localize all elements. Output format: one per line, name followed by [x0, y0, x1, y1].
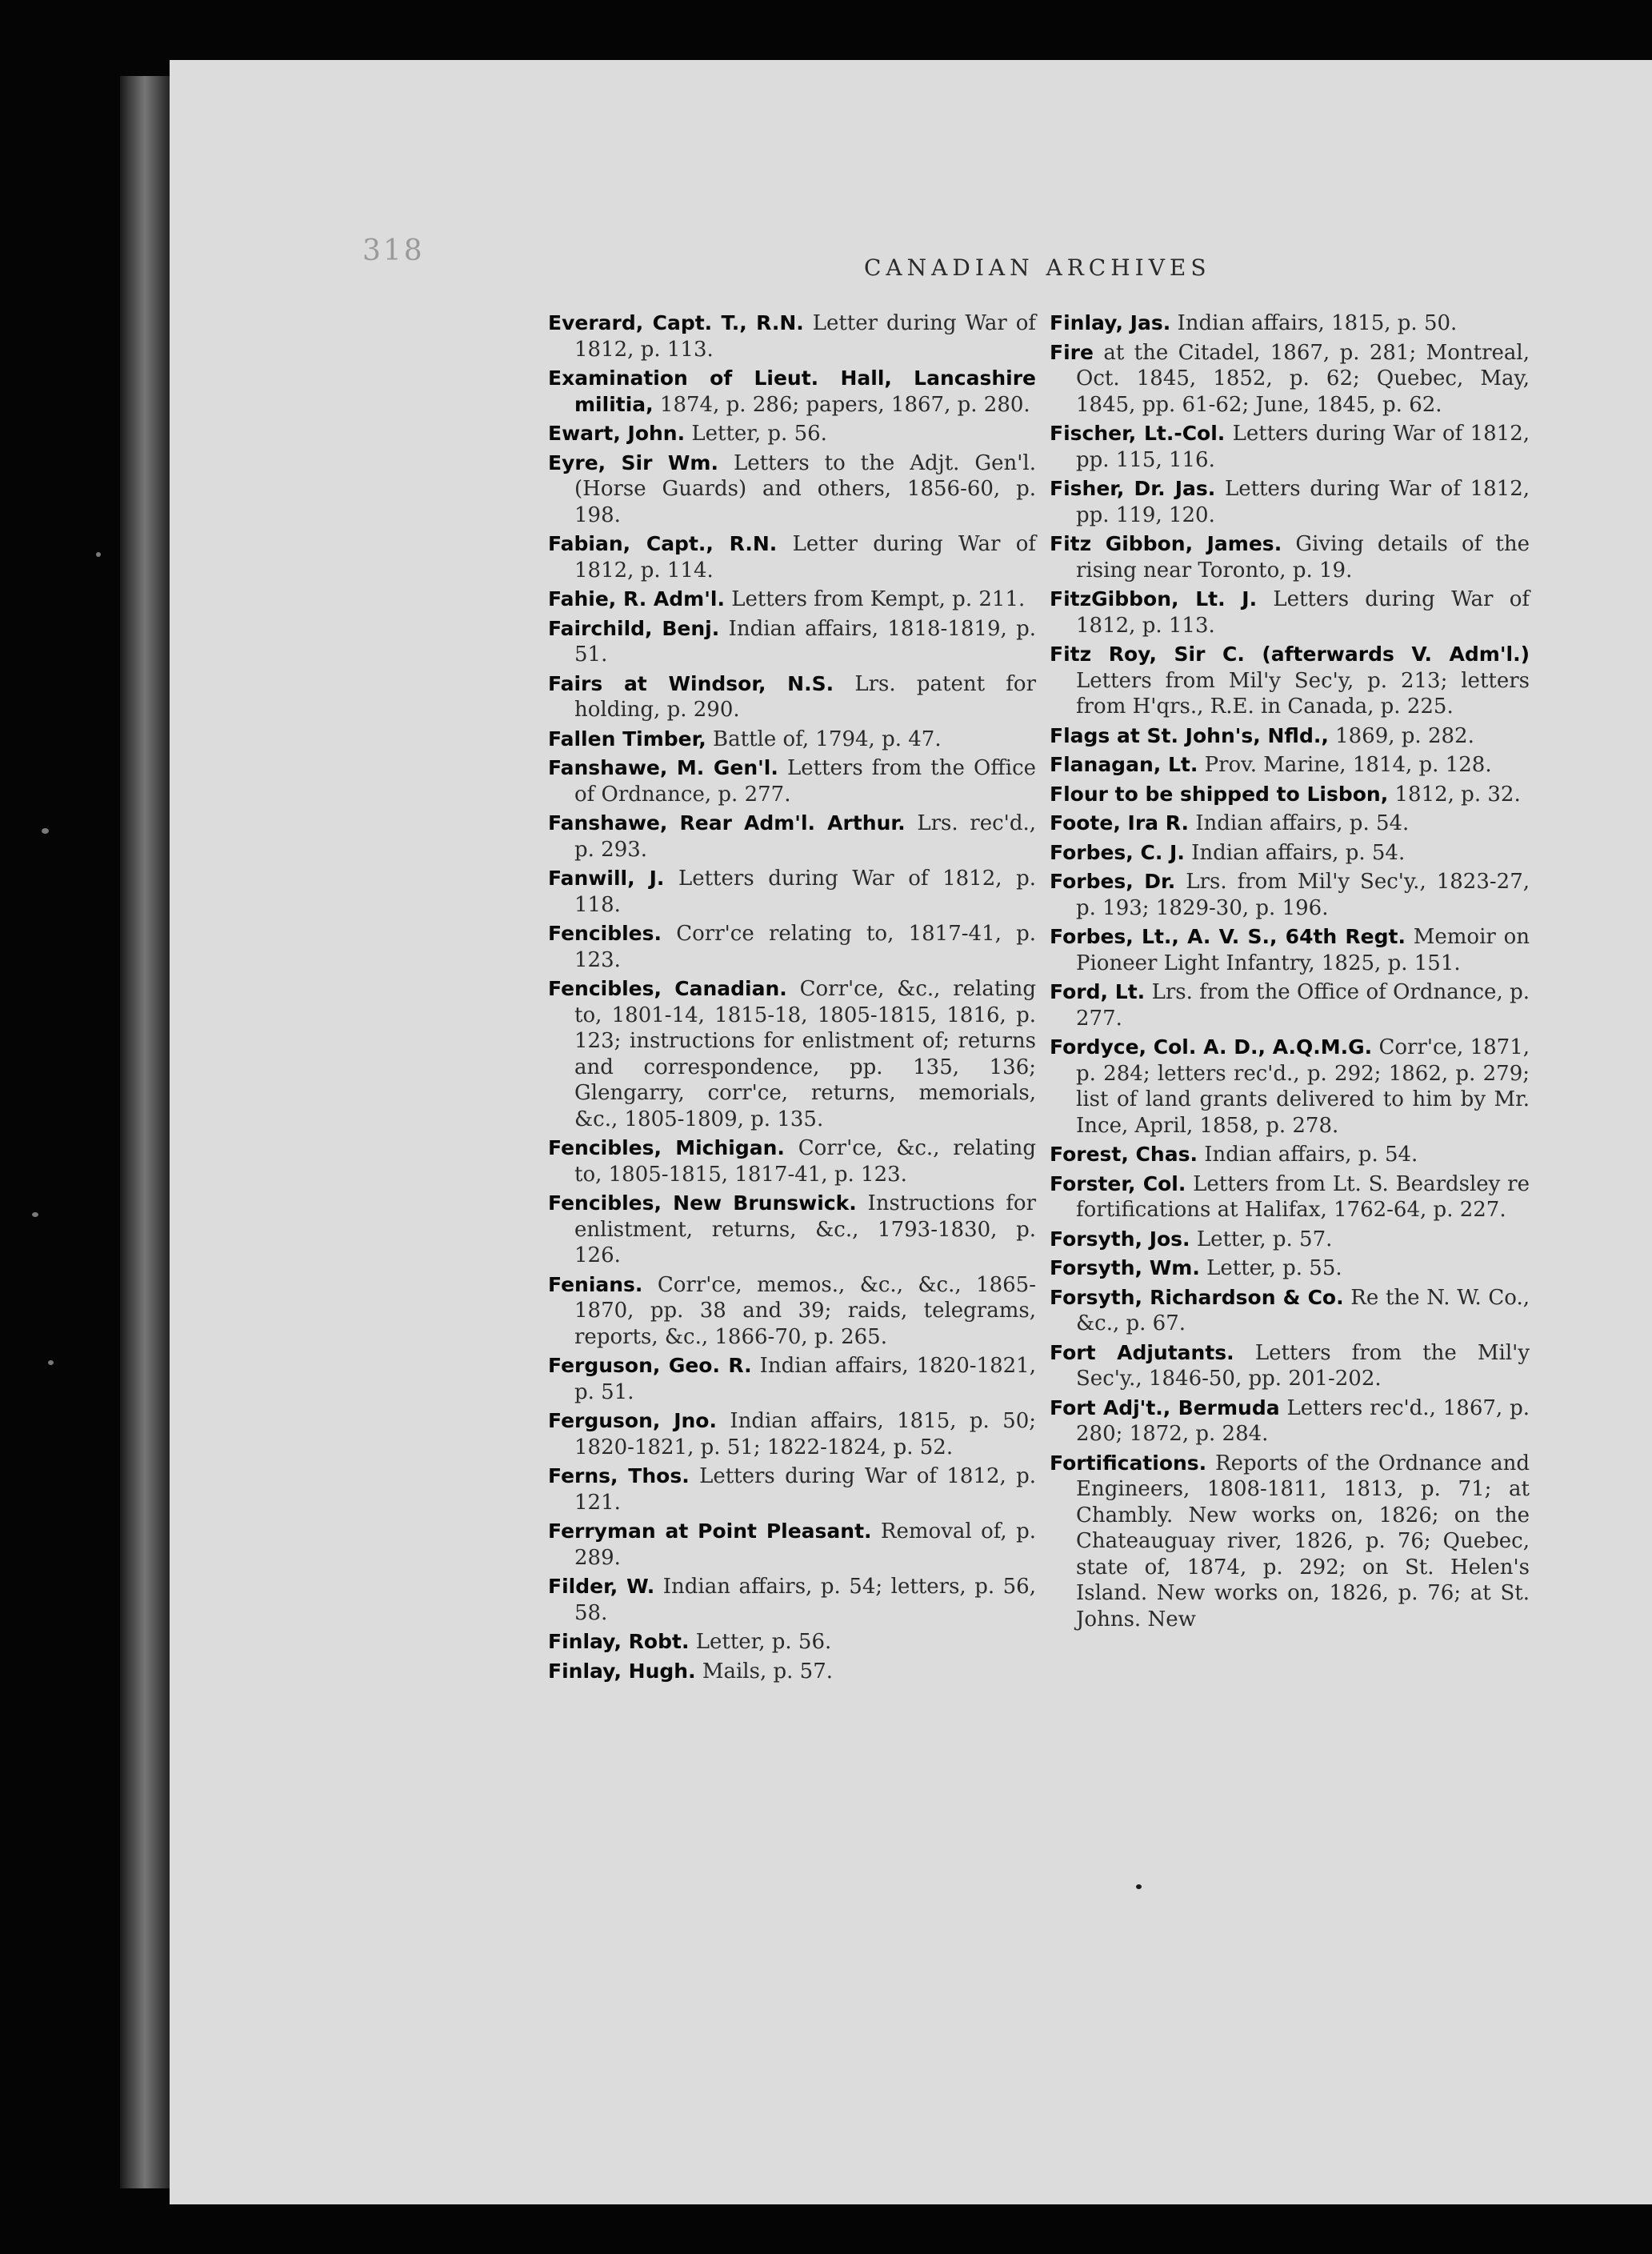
index-entry — [548, 811, 1036, 863]
entry-text: Letter, p. 56. — [695, 1630, 832, 1654]
entry-heading: Finlay, Jas. — [1050, 311, 1171, 334]
index-entry — [548, 450, 1036, 529]
entry-text: Reports of the Ordnance and Engineers, 1808-1811, 1813, p. 71; at Chambly. New works on, 1826; on the Chateauguay river, 1826, p. 76; Quebec, state of, 1874, p. 292; on St. Helen's Island. New works on, 1826, p. 76; at St. Johns. New — [1076, 1451, 1530, 1631]
entry-heading: Fairs at Windsor, N.S. — [548, 671, 834, 695]
index-entry — [548, 1659, 1036, 1685]
running-head: CANADIAN ARCHIVES — [864, 254, 1211, 281]
index-entry — [548, 1135, 1036, 1187]
entry-heading: Fencibles, Michigan. — [548, 1136, 785, 1159]
entry-text: at the Citadel, 1867, p. 281; Montreal, Oct. 1845, 1852, p. 62; Quebec, May, 1845, pp. 61-62; June, 1845, p. 62. — [1076, 340, 1530, 417]
index-entry — [1050, 1171, 1530, 1223]
entry-heading: Fanshawe, M. Gen'l. — [548, 756, 778, 779]
entry-text: Lrs. from Mil'y Sec'y., 1823-27, p. 193; 1829-30, p. 196. — [1076, 870, 1530, 920]
entry-heading: Fencibles, New Brunswick. — [548, 1191, 857, 1215]
entry-text: Corr'ce, &c., relating to, 1801-14, 1815-18, 1805-1815, 1816, p. 123; instructions for enlistment of; returns and correspondence, pp. 135, 136; Glengarry, corr'ce, returns, memorials, &c., 1805-1809, p. 135. — [574, 977, 1036, 1131]
entry-heading: Fallen Timber, — [548, 727, 706, 751]
entry-text: Indian affairs, 1815, p. 50. — [1177, 311, 1458, 335]
index-column-right — [1050, 310, 1530, 1635]
entry-heading: Eyre, Sir Wm. — [548, 450, 718, 474]
index-entry — [548, 755, 1036, 807]
entry-heading: Forsyth, Wm. — [1050, 1256, 1200, 1279]
index-entry — [548, 421, 1036, 447]
index-entry — [1050, 310, 1530, 337]
entry-text: Letters during War of 1812, pp. 115, 116. — [1076, 422, 1530, 472]
index-entry — [548, 1519, 1036, 1571]
index-entry — [1050, 840, 1530, 867]
entry-heading: Examination of Lieut. Hall, Lancashire militia, — [548, 366, 1036, 416]
index-entry — [1050, 476, 1530, 528]
index-entry — [548, 727, 1036, 753]
index-entry — [1050, 869, 1530, 921]
entry-heading: Fischer, Lt.-Col. — [1050, 422, 1226, 445]
entry-text: Re the N. W. Co., &c., p. 67. — [1076, 1285, 1530, 1335]
entry-text: Corr'ce relating to, 1817-41, p. 123. — [574, 922, 1037, 972]
entry-text: Letters from Lt. S. Beardsley re fortifications at Halifax, 1762-64, p. 227. — [1076, 1171, 1530, 1222]
entry-text: Letters during War of 1812, p. 113. — [1076, 587, 1530, 638]
index-entry — [1050, 811, 1530, 837]
index-entry — [548, 531, 1036, 583]
index-entry — [1050, 1255, 1530, 1282]
entry-text: Lrs. patent for holding, p. 290. — [574, 671, 1037, 722]
entry-text: Letters during War of 1812, p. 121. — [574, 1464, 1037, 1515]
entry-heading: Fortifications. — [1050, 1451, 1207, 1475]
entry-text: Letters rec'd., 1867, p. 280; 1872, p. 284. — [1076, 1395, 1530, 1446]
entry-heading: Fencibles, Canadian. — [548, 977, 787, 1000]
entry-text: Letter, p. 55. — [1206, 1256, 1342, 1280]
index-entry — [1050, 782, 1530, 808]
entry-text: Prov. Marine, 1814, p. 128. — [1204, 753, 1492, 777]
entry-heading: Fort Adj't., Bermuda — [1050, 1395, 1280, 1419]
index-entry — [1050, 1451, 1530, 1633]
index-entry — [548, 1408, 1036, 1460]
index-entry — [1050, 723, 1530, 750]
index-entry — [1050, 421, 1530, 473]
entry-text: Letters from the Office of Ordnance, p. 277. — [574, 756, 1037, 807]
index-entry — [1050, 752, 1530, 779]
index-entry — [548, 310, 1036, 362]
index-entry — [548, 1191, 1036, 1269]
entry-heading: FitzGibbon, Lt. J. — [1050, 587, 1258, 611]
entry-heading: Fahie, R. Adm'l. — [548, 587, 725, 611]
entry-heading: Ferryman at Point Pleasant. — [548, 1519, 872, 1543]
entry-text: Letters to the Adjt. Gen'l. (Horse Guards) and others, 1856-60, p. 198. — [574, 450, 1037, 527]
entry-text: Letters during War of 1812, pp. 119, 120. — [1076, 477, 1530, 527]
entry-heading: Flags at St. John's, Nfld., — [1050, 723, 1329, 747]
entry-text: Lrs. rec'd., p. 293. — [574, 811, 1037, 862]
entry-text: Indian affairs, p. 54; letters, p. 56, 58. — [574, 1575, 1036, 1625]
index-entry — [1050, 642, 1530, 720]
entry-heading: Flour to be shipped to Lisbon, — [1050, 782, 1389, 806]
entry-text: Letter during War of 1812, p. 114. — [574, 532, 1036, 583]
entry-text: Removal of, p. 289. — [574, 1519, 1036, 1570]
entry-heading: Everard, Capt. T., R.N. — [548, 311, 804, 334]
entry-text: Indian affairs, p. 54. — [1204, 1143, 1418, 1167]
entry-heading: Flanagan, Lt. — [1050, 753, 1198, 776]
entry-heading: Fencibles. — [548, 922, 662, 945]
entry-heading: Forsyth, Richardson & Co. — [1050, 1285, 1344, 1309]
entry-heading: Fenians. — [548, 1272, 643, 1296]
entry-heading: Fabian, Capt., R.N. — [548, 532, 778, 555]
index-entry — [1050, 340, 1530, 418]
entry-heading: Fairchild, Benj. — [548, 616, 720, 640]
index-entry — [1050, 1035, 1530, 1139]
index-entry — [1050, 1142, 1530, 1168]
index-entry — [548, 1272, 1036, 1351]
index-entry — [548, 976, 1036, 1132]
entry-text: Letter, p. 57. — [1196, 1227, 1333, 1251]
scan-speck — [96, 552, 101, 557]
entry-heading: Forbes, C. J. — [1050, 840, 1185, 864]
entry-text: Corr'ce, 1871, p. 284; letters rec'd., p. 292; 1862, p. 279; list of land grants delivered to him by Mr. Ince, April, 1858, p. 278. — [1076, 1035, 1530, 1138]
entry-heading: Forster, Col. — [1050, 1171, 1186, 1195]
index-entry — [548, 616, 1036, 668]
entry-text: Corr'ce, memos., &c., &c., 1865-1870, pp. 38 and 39; raids, telegrams, reports, &c., 1866-70, p. 265. — [574, 1272, 1037, 1349]
index-entry — [1050, 979, 1530, 1031]
entry-heading: Forbes, Dr. — [1050, 870, 1176, 893]
book-page-edge — [120, 76, 170, 2188]
entry-heading: Fort Adjutants. — [1050, 1340, 1234, 1364]
entry-heading: Fisher, Dr. Jas. — [1050, 477, 1216, 500]
index-entry — [548, 921, 1036, 973]
page-number: 318 — [362, 234, 425, 267]
index-entry — [548, 866, 1036, 918]
entry-text: Indian affairs, 1818-1819, p. 51. — [574, 616, 1037, 667]
entry-text: 1869, p. 282. — [1335, 723, 1474, 748]
entry-heading: Forsyth, Jos. — [1050, 1227, 1190, 1251]
entry-heading: Fire — [1050, 340, 1094, 364]
index-entry — [1050, 924, 1530, 976]
entry-text: Lrs. from the Office of Ordnance, p. 277. — [1076, 980, 1530, 1031]
index-entry — [1050, 1285, 1530, 1337]
scan-speck — [32, 1212, 38, 1217]
index-entry — [1050, 587, 1530, 639]
index-entry — [1050, 1395, 1530, 1447]
entry-heading: Filder, W. — [548, 1575, 655, 1598]
entry-text: Letters from Mil'y Sec'y, p. 213; letters from H'qrs., R.E. in Canada, p. 225. — [1076, 668, 1530, 719]
entry-heading: Ferns, Thos. — [548, 1464, 690, 1487]
entry-text: Battle of, 1794, p. 47. — [713, 727, 942, 751]
index-column-left — [548, 310, 1036, 1687]
entry-text: Instructions for enlistment, returns, &c., 1793-1830, p. 126. — [574, 1191, 1036, 1267]
index-entry — [548, 587, 1036, 613]
entry-text: Mails, p. 57. — [702, 1659, 834, 1683]
entry-heading: Ford, Lt. — [1050, 980, 1146, 1003]
index-entry — [1050, 1340, 1530, 1392]
entry-heading: Forest, Chas. — [1050, 1143, 1198, 1166]
entry-heading: Ferguson, Jno. — [548, 1409, 717, 1432]
ink-dot — [1136, 1884, 1142, 1889]
entry-text: Letters from Kempt, p. 211. — [731, 587, 1026, 611]
entry-text: 1874, p. 286; papers, 1867, p. 280. — [659, 392, 1030, 417]
entry-text: Giving details of the rising near Toronto, p. 19. — [1076, 532, 1530, 583]
index-entry — [548, 671, 1036, 723]
entry-text: Letter during War of 1812, p. 113. — [574, 311, 1036, 362]
entry-heading: Forbes, Lt., A. V. S., 64th Regt. — [1050, 925, 1406, 948]
entry-heading: Fanshawe, Rear Adm'l. Arthur. — [548, 811, 906, 835]
entry-text: Indian affairs, p. 54. — [1195, 811, 1410, 835]
entry-text: Indian affairs, p. 54. — [1191, 840, 1406, 865]
scan-speck — [42, 828, 49, 834]
entry-text: Indian affairs, 1820-1821, p. 51. — [574, 1354, 1036, 1404]
scan-speck — [48, 1360, 54, 1365]
index-entry — [548, 1574, 1036, 1626]
entry-heading: Ferguson, Geo. R. — [548, 1354, 752, 1377]
entry-heading: Fitz Roy, Sir C. (afterwards V. Adm'l.) — [1050, 643, 1530, 666]
entry-text: Letter, p. 56. — [691, 422, 827, 446]
index-entry — [548, 366, 1036, 418]
entry-text: 1812, p. 32. — [1394, 782, 1521, 807]
entry-heading: Ewart, John. — [548, 422, 686, 445]
entry-heading: Fanwill, J. — [548, 867, 665, 890]
entry-heading: Fitz Gibbon, James. — [1050, 532, 1282, 555]
entry-heading: Finlay, Hugh. — [548, 1659, 696, 1683]
entry-text: Letters from the Mil'y Sec'y., 1846-50, pp. 201-202. — [1076, 1340, 1530, 1391]
entry-text: Corr'ce, &c., relating to, 1805-1815, 1817-41, p. 123. — [574, 1136, 1037, 1187]
index-entry — [548, 1629, 1036, 1655]
entry-text: Letters during War of 1812, p. 118. — [574, 867, 1036, 917]
entry-text: Indian affairs, 1815, p. 50; 1820-1821, p. 51; 1822-1824, p. 52. — [574, 1409, 1036, 1459]
index-entry — [1050, 531, 1530, 583]
index-entry — [548, 1353, 1036, 1405]
entry-heading: Fordyce, Col. A. D., A.Q.M.G. — [1050, 1035, 1373, 1059]
entry-heading: Finlay, Robt. — [548, 1630, 690, 1653]
index-entry — [548, 1463, 1036, 1515]
index-entry — [1050, 1227, 1530, 1253]
entry-text: Memoir on Pioneer Light Infantry, 1825, p. 151. — [1076, 925, 1530, 975]
entry-heading: Foote, Ira R. — [1050, 811, 1189, 835]
